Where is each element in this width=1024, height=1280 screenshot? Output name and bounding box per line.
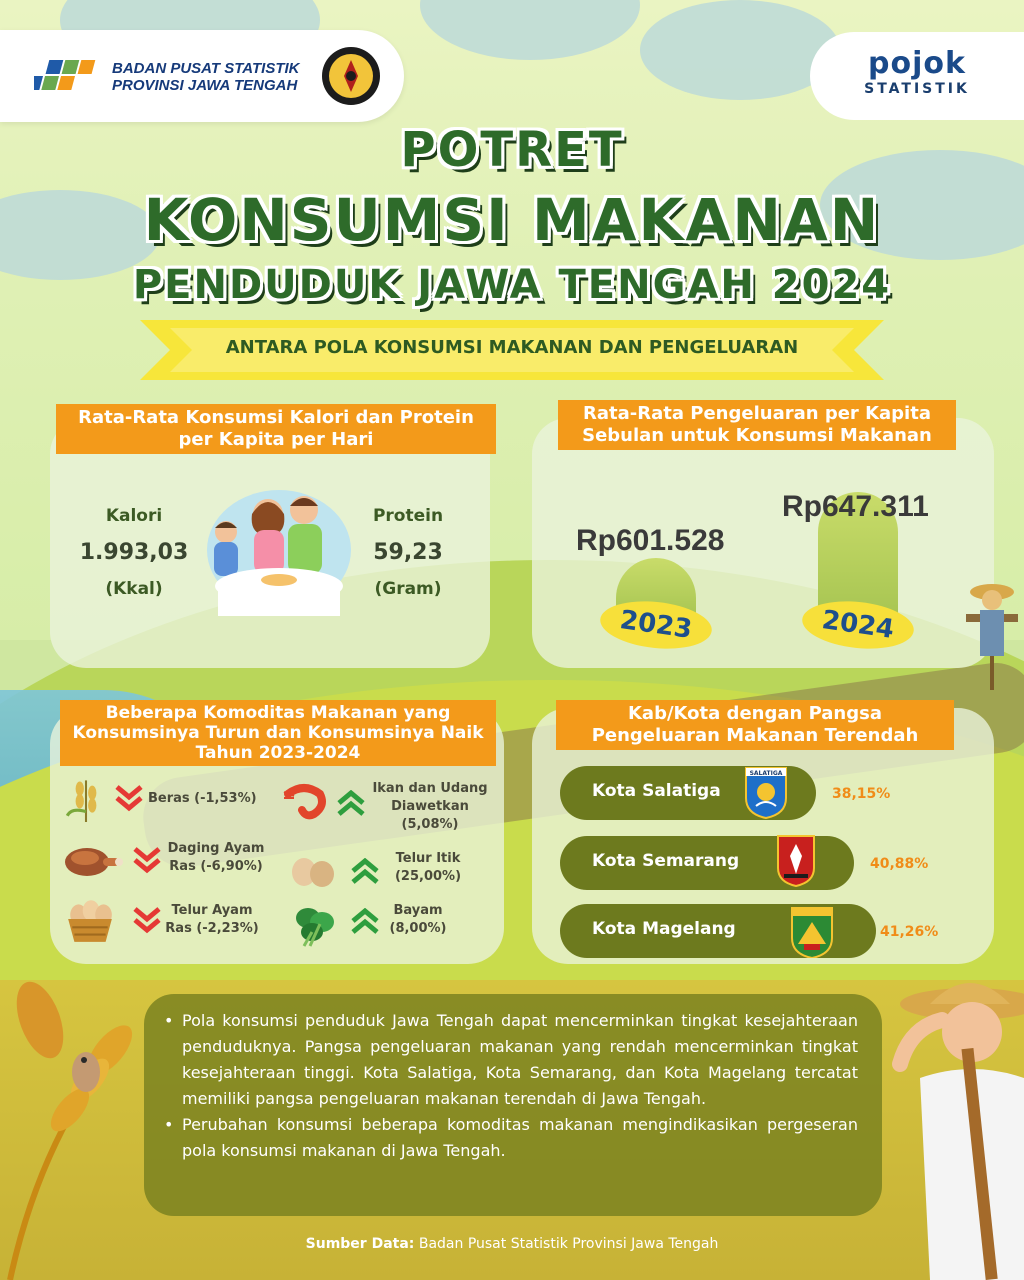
- pengeluaran-2024-value: Rp647.311: [782, 490, 929, 523]
- year-2023-label: 2023: [618, 605, 694, 645]
- duck-egg-icon: [288, 854, 338, 888]
- magelang-emblem-icon: [790, 904, 834, 958]
- komoditas-text: (5,08%): [401, 817, 459, 832]
- kabkota-title: Kab/Kota dengan Pangsa Pengeluaran Makanan Terendah: [556, 700, 954, 750]
- org-line2: PROVINSI JAWA TENGAH: [112, 77, 298, 94]
- source-text: Badan Pusat Statistik Provinsi Jawa Tengah: [418, 1236, 719, 1252]
- wheat-illustration: [0, 980, 150, 1280]
- komoditas-text: Telur Ayam: [171, 903, 253, 918]
- egg-basket-icon: [64, 896, 116, 944]
- kalori-unit: (Kkal): [105, 579, 163, 599]
- kabkota-name: Kota Semarang: [592, 851, 740, 871]
- komoditas-naik-1: [368, 780, 492, 834]
- family-dining-illustration: [204, 488, 354, 618]
- pengeluaran-title: Rata-Rata Pengeluaran per Kapita Sebulan untuk Konsumsi Makanan: [558, 400, 956, 450]
- title-line1: POTRET: [400, 122, 624, 178]
- double-chevron-down-icon: [114, 784, 144, 812]
- kabkota-share: 38,15%: [832, 786, 891, 802]
- salatiga-emblem-text: SALATIGA: [749, 770, 783, 777]
- komoditas-text: Ras (-2,23%): [165, 921, 259, 936]
- source-label: Sumber Data:: [305, 1236, 415, 1252]
- shrimp-icon: [280, 780, 330, 820]
- komoditas-text: (25,00%): [394, 869, 462, 884]
- komoditas-turun-1: [148, 790, 257, 808]
- kalori-protein-title: Rata-Rata Konsumsi Kalori dan Protein per Kapita per Hari: [56, 404, 496, 454]
- protein-label: Protein: [372, 506, 444, 526]
- summary-notes: [144, 994, 882, 1216]
- komoditas-text: Daging Ayam: [167, 841, 265, 856]
- komoditas-text: Ras (-6,90%): [169, 859, 263, 874]
- title-line2: KONSUMSI MAKANAN: [143, 186, 881, 254]
- protein-block: [360, 506, 456, 599]
- farmer-illustration: [880, 968, 1024, 1280]
- kalori-label: Kalori: [105, 506, 163, 526]
- note-item: • Pola konsumsi penduduk Jawa Tengah dapat mencerminkan tingkat kesejahteraan penduduknya. Pangsa pengeluaran makanan yang rendah mencerminkan tingkat kesejahteraan tinggi. Kota Salatiga, Kota Semarang, dan Kota Magelang tercatat memiliki pangsa pengeluaran makanan terendah di Jawa Tengah.: [182, 1008, 858, 1112]
- komoditas-text: Bayam: [393, 903, 443, 918]
- title-line3: PENDUDUK JAWA TENGAH 2024: [132, 262, 892, 308]
- university-seal-icon: [320, 42, 382, 110]
- komoditas-turun-3: [164, 902, 260, 938]
- double-chevron-down-icon: [132, 906, 162, 934]
- chicken-meat-icon: [58, 840, 124, 880]
- protein-unit: (Gram): [374, 579, 442, 599]
- kabkota-name: Kota Salatiga: [592, 781, 721, 801]
- komoditas-naik-3: [386, 902, 450, 938]
- komoditas-title: Beberapa Komoditas Makanan yang Konsumsinya Turun dan Konsumsinya Naik Tahun 2023-2024: [60, 700, 496, 766]
- bps-logo-pill: [0, 30, 404, 122]
- rice-plant-icon: [64, 770, 108, 822]
- pojok-statistik-logo: [810, 32, 1024, 120]
- komoditas-text: Diawetkan: [391, 799, 469, 814]
- double-chevron-up-icon: [350, 908, 380, 936]
- notes-list: [144, 994, 882, 1164]
- komoditas-text: (8,00%): [389, 921, 447, 936]
- komoditas-text: Telur Itik: [395, 851, 461, 866]
- ribbon-label: ANTARA POLA KONSUMSI MAKANAN DAN PENGELUARAN: [225, 337, 799, 358]
- komoditas-naik-2: [388, 850, 468, 886]
- year-2024-label: 2024: [820, 605, 896, 645]
- subtitle-ribbon: [140, 320, 884, 380]
- komoditas-text: Beras (-1,53%): [148, 791, 257, 806]
- brand-sub: STATISTIK: [864, 81, 970, 97]
- note-item: • Perubahan konsumsi beberapa komoditas makanan mengindikasikan pergeseran pola konsumsi makanan di Jawa Tengah.: [182, 1112, 858, 1164]
- kalori-block: [78, 506, 190, 599]
- kabkota-share: 41,26%: [880, 924, 939, 940]
- double-chevron-down-icon: [132, 846, 162, 874]
- bps-logo-icon: [34, 50, 100, 104]
- brand-word: pojok: [868, 46, 966, 81]
- data-source: [0, 1236, 1024, 1252]
- org-line1: BADAN PUSAT STATISTIK: [112, 60, 300, 77]
- bps-org-name: [112, 60, 300, 94]
- kalori-value: 1.993,03: [79, 540, 189, 565]
- semarang-emblem-icon: [776, 834, 816, 888]
- komoditas-text: Ikan dan Udang: [372, 781, 488, 796]
- double-chevron-up-icon: [336, 790, 366, 818]
- scarecrow-illustration: [960, 570, 1024, 690]
- kabkota-share: 40,88%: [870, 856, 929, 872]
- spinach-icon: [290, 900, 338, 948]
- salatiga-emblem-icon: [744, 764, 788, 820]
- komoditas-turun-2: [164, 840, 268, 876]
- protein-value: 59,23: [373, 540, 443, 565]
- pengeluaran-2023-value: Rp601.528: [576, 524, 725, 557]
- double-chevron-up-icon: [350, 858, 380, 886]
- kabkota-name: Kota Magelang: [592, 919, 736, 939]
